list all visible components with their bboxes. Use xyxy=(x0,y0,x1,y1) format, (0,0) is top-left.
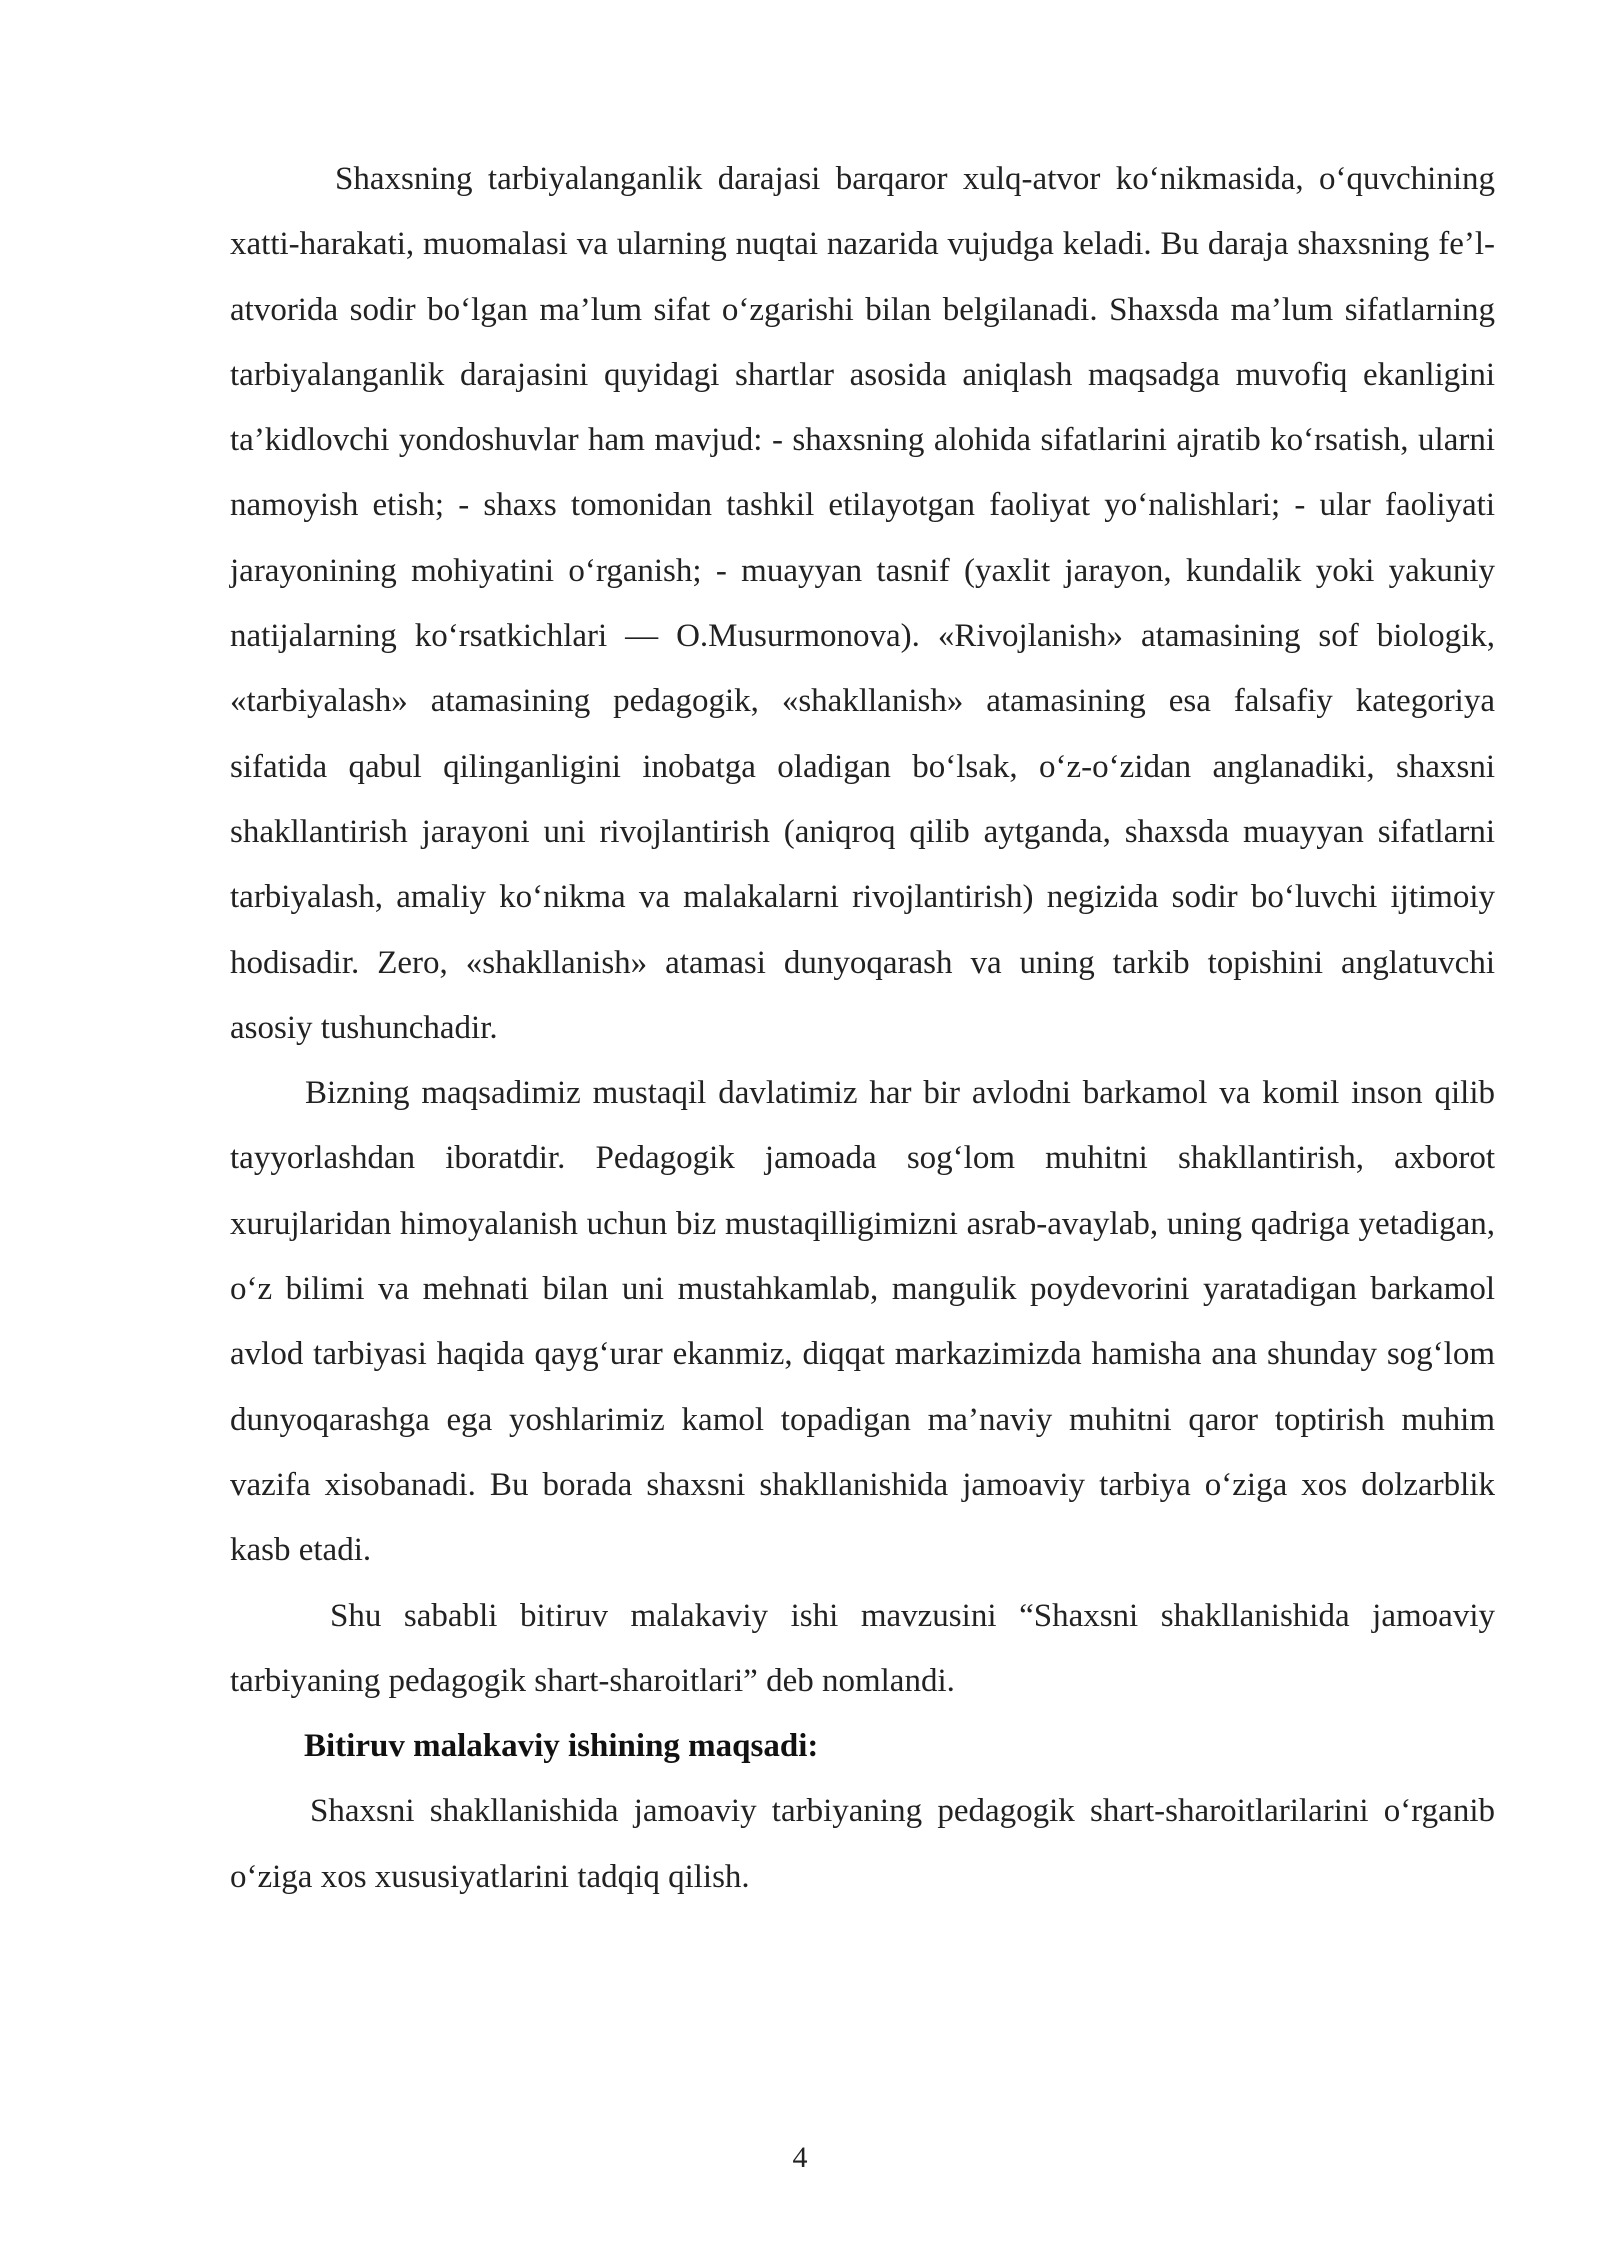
paragraph-maqsadimiz: Bizning maqsadimiz mustaqil davlatimiz har bir avlodni barkamol va komil inson qilib tayyorlashdan iboratdir. Pedagogik jamoada sog‘lom muhitni shakllantirish, axborot xurujlaridan himoyalanish uchun biz mustaqilligimizni asrab-avaylab, uning qadriga yetadigan, o‘z bilimi va mehnati bilan uni mustahkamlab, mangulik poydevorini yaratadigan barkamol avlod tarbiyasi haqida qayg‘urar ekanmiz, diqqat markazimizda hamisha ana shunday sog‘lom dunyoqarashga ega yoshlarimiz kamol topadigan ma’naviy muhitni qaror toptirish muhim vazifa xisobanadi. Bu borada shaxsni shakllanishida jamoaviy tarbiya o‘ziga xos dolzarblik kasb etadi. xyxy=(230,1075,1495,1569)
page-body xyxy=(230,147,1495,1910)
section-heading-maqsad: Bitiruv malakaviy ishining maqsadi: xyxy=(304,1728,819,1765)
page-number: 4 xyxy=(792,2141,808,2174)
paragraph-mavzu: Shu sababli bitiruv malakaviy ishi mavzusini “Shaxsni shakllanishida jamoaviy tarbiyaning pedagogik shart-sharoitlari” deb nomlandi. xyxy=(230,1597,1495,1699)
paragraph-tarbiyalanganlik: Shaxsning tarbiyalanganlik darajasi barqaror xulq-atvor ko‘nikmasida, o‘quvchining xatti-harakati, muomalasi va ularning nuqtai nazarida vujudga keladi. Bu daraja shaxsning fe’l-atvorida sodir bo‘lgan ma’lum sifat o‘zgarishi bilan belgilanadi. Shaxsda ma’lum sifatlarning tarbiyalanganlik darajasini quyidagi shartlar asosida aniqlash maqsadga muvofiq ekanligini ta’kidlovchi yondoshuvlar ham mavjud: - shaxsning alohida sifatlarini ajratib ko‘rsatish, ularni namoyish etish; - shaxs tomonidan tashkil etilayotgan faoliyat yo‘nalishlari; - ular faoliyati jarayonining mohiyatini o‘rganish; - muayyan tasnif (yaxlit jarayon, kundalik yoki yakuniy natijalarning ko‘rsatkichlari — O.Musurmonova). «Rivojlanish» atamasining sof biologik, «tarbiyalash» atamasining pedagogik, «shakllanish» atamasining esa falsafiy kategoriya sifatida qabul qilinganligini inobatga oladigan bo‘lsak, o‘z-o‘zidan anglanadiki, shaxsni shakllantirish jarayoni uni rivojlantirish (aniqroq qilib aytganda, shaxsda muayyan sifatlarni tarbiyalash, amaliy ko‘nikma va malakalarni rivojlantirish) negizida sodir bo‘luvchi ijtimoiy hodisadir. Zero, «shakllanish» atamasi dunyoqarash va uning tarkib topishini anglatuvchi asosiy tushunchadir. xyxy=(230,161,1495,1046)
paragraph-maqsad: Shaxsni shakllanishida jamoaviy tarbiyaning pedagogik shart-sharoitlarilarini o‘rganib o‘ziga xos xususiyatlarini tadqiq qilish. xyxy=(230,1793,1495,1895)
